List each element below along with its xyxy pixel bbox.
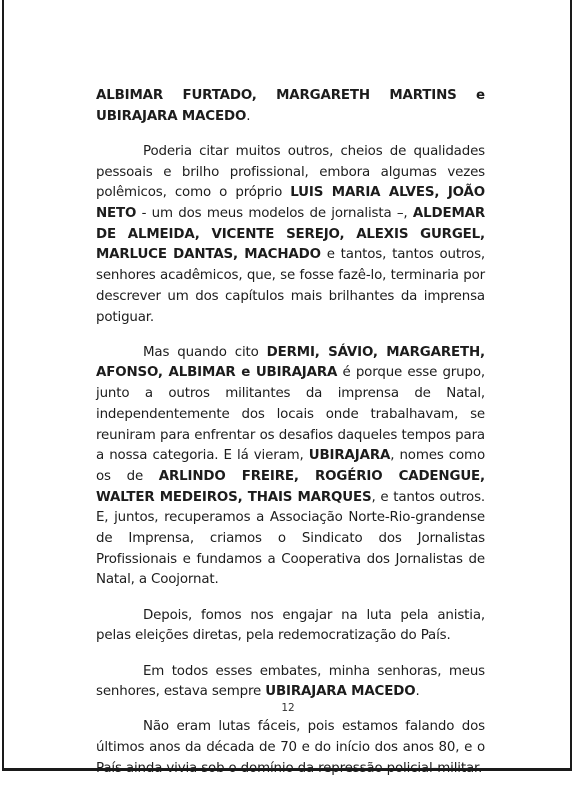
- body-text: Poderia citar muitos outros, cheios de qualidades pessoais e brilho profissional, embora algumas vezes polêmicos, como o próprio: [96, 143, 485, 201]
- bold-text: UBIRAJARA: [308, 448, 391, 464]
- body-text: , e tantos outros. E, juntos, recuperamos a Associação Norte-Rio-grandense de Imprensa, criamos o Sindicato dos Jornalistas Profissionais e fundamos a Cooperativa dos Jornalistas de Natal, a Coojornat.: [96, 489, 486, 588]
- paragraph: [96, 86, 485, 127]
- body-text: Depois, fomos nos engajar na luta pela anistia, pelas eleições diretas, pela redemocratização do País.: [96, 607, 485, 644]
- bold-text: ARLINDO FREIRE, ROGÉRIO CADENGUE, WALTER MEDEIROS, THAIS MARQUES: [96, 468, 485, 505]
- bold-text: ALDEMAR DE ALMEIDA, VICENTE SEREJO, ALEXIS GURGEL, MARLUCE DANTAS, MACHADO: [96, 206, 485, 263]
- page-number: 12: [281, 702, 295, 714]
- paragraph: [96, 606, 485, 647]
- body-text: - um dos meus modelos de jornalista –,: [136, 206, 413, 222]
- bold-text: LUIS MARIA ALVES, JOÃO NETO: [96, 185, 485, 222]
- body-text: Mas quando cito: [143, 344, 267, 360]
- body-text: e tantos, tantos outros, senhores acadêmicos, que, se fosse fazê-lo, terminaria por descrever um dos capítulos mais brilhantes da imprensa potiguar.: [96, 247, 485, 325]
- body-text: , nomes como os de: [96, 448, 485, 484]
- bold-text: ALBIMAR FURTADO, MARGARETH MARTINS e UBIRAJARA MACEDO: [96, 88, 485, 124]
- paragraph: [96, 142, 485, 328]
- body-text: .: [246, 108, 251, 124]
- body-text: é porque esse grupo, junto a outros militantes da imprensa de Natal, independentemente dos locais onde trabalhavam, se reuniram para enfrentar os desafios daqueles tempos para a nossa categoria. E lá vieram,: [96, 365, 485, 464]
- bold-text: DERMI, SÁVIO, MARGARETH, AFONSO, ALBIMAR e UBIRAJARA: [96, 344, 485, 381]
- paragraph: [96, 343, 485, 591]
- document-body: [96, 86, 485, 794]
- body-text: .: [415, 684, 420, 700]
- body-text: Em todos esses embates, minha senhoras, meus senhores, estava sempre: [96, 663, 485, 700]
- bold-text: UBIRAJARA MACEDO: [265, 684, 416, 700]
- body-text: Não eram lutas fáceis, pois estamos falando dos últimos anos da década de 70 e do início dos anos 80, e o País ainda vivia sob o domínio da repressão policial-militar.: [96, 719, 485, 776]
- paragraph: [96, 717, 485, 779]
- paragraph: [96, 662, 485, 703]
